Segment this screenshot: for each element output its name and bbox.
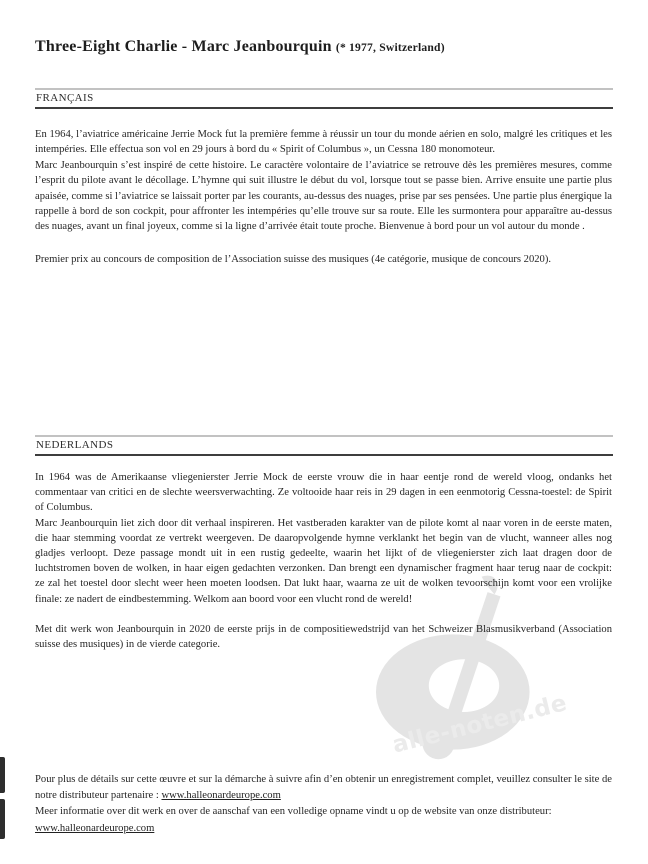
work-and-composer: Three-Eight Charlie - Marc Jeanbourquin — [35, 38, 332, 55]
footer-french-text: Pour plus de détails sur cette œuvre et sur la démarche à suivre afin d’en obtenir un enregistrement complet, veuillez consulter le site de notre distributeur partenaire : — [35, 774, 612, 802]
footer-dutch-line — [35, 804, 612, 820]
section-header-nederlands — [35, 435, 613, 456]
dutch-paragraph-2: Marc Jeanbourquin liet zich door dit verhaal inspireren. Het vastberaden karakter van de pilote komt al naar voren in de eerste maten, die haar stemming voordat ze vertrekt weergeven. De daaropvolgende hymne verklankt het begin van de vlucht, wanneer alles nog gladjes verloopt. Deze passage mondt uit in een rustig gedeelte, waarin het lijkt of de vliegenierster zich laat dragen door de luchtstromen boven de wolken, in haar eigen gedachten verzonken. Dan brengt een dynamischer fragment haar terug naar de cockpit: ze zal het toestel door slecht weer heen moeten loodsen. Dat lukt haar, waarna ze uit de wolken tevoorschijn komt voor een vrolijke finale: ze nadert de eindbestemming. Welkom aan boord voor een vlucht rond de wereld! — [35, 517, 612, 605]
dutch-program-notes — [35, 470, 612, 607]
dutch-prize-note — [35, 622, 612, 653]
scan-artifact-mark — [0, 799, 5, 839]
distributor-link-french[interactable]: www.halleonardeurope.com — [161, 790, 281, 802]
distributor-footer — [35, 772, 612, 837]
section-label: NEDERLANDS — [36, 439, 114, 451]
french-program-notes — [35, 127, 612, 235]
composer-birth-info: (* 1977, Switzerland) — [335, 41, 445, 54]
dutch-prize-text: Met dit werk won Jeanbourquin in 2020 de eerste prijs in de compositiewedstrijd van het Schweizer Blasmusikverband (Association suisse des musiques) in de vierde categorie. — [35, 624, 612, 651]
section-header-francais — [35, 88, 613, 109]
french-paragraph-1: En 1964, l’aviatrice américaine Jerrie Mock fut la première femme à réussir un tour du monde aérien en solo, malgré les critiques et les intempéries. Elle effectua son vol en 29 jours à bord du « Spirit of Columbus », un Cessna 180 monomoteur. — [35, 129, 612, 156]
section-label: FRANÇAIS — [36, 92, 94, 104]
footer-french-line — [35, 772, 612, 804]
dutch-paragraph-1: In 1964 was de Amerikaanse vliegenierster Jerrie Mock de eerste vrouw die in haar eentje rond de wereld vloog, ondanks het commentaar van critici en de slechte weersverwachting. Ze voltooide haar reis in 29 dagen in een eenmotorig Cessna-toestel: de Spirit of Columbus. — [35, 472, 612, 514]
watermark-text: alle-noten.de — [389, 690, 570, 759]
page-title — [35, 38, 613, 56]
footer-dutch-text: Meer informatie over dit werk en over de aanschaf van een volledige opname vindt u op de website van onze distributeur: — [35, 806, 552, 818]
footer-dutch-link-line — [35, 821, 612, 837]
french-prize-note — [35, 252, 612, 267]
distributor-link-dutch[interactable]: www.halleonardeurope.com — [35, 822, 155, 834]
scan-artifact-mark — [0, 757, 5, 793]
french-paragraph-2: Marc Jeanbourquin s’est inspiré de cette histoire. Le caractère volontaire de l’aviatrice se retrouve dès les premières mesures, comme l’esprit du pilote avant le décollage. L’hymne qui suit illustre le début du vol, lorsque tout se passe bien. Arrive ensuite une partie plus apaisée, comme si l’aviatrice se laissait porter par les courants, au-dessus des nuages, prise par ses pensées. Une partie plus énergique la rappelle à bord de son cockpit, pour affronter les intempéries qu’elle trouve sur sa route. Elle les surmontera pour apparaître au-dessus des nuages, avant un final joyeux, comme si la ligne d’arrivée était toute proche. Bienvenue à bord pour un vol autour du monde . — [35, 159, 612, 233]
french-prize-text: Premier prix au concours de composition de l’Association suisse des musiques (4e catégorie, musique de concours 2020). — [35, 254, 552, 265]
